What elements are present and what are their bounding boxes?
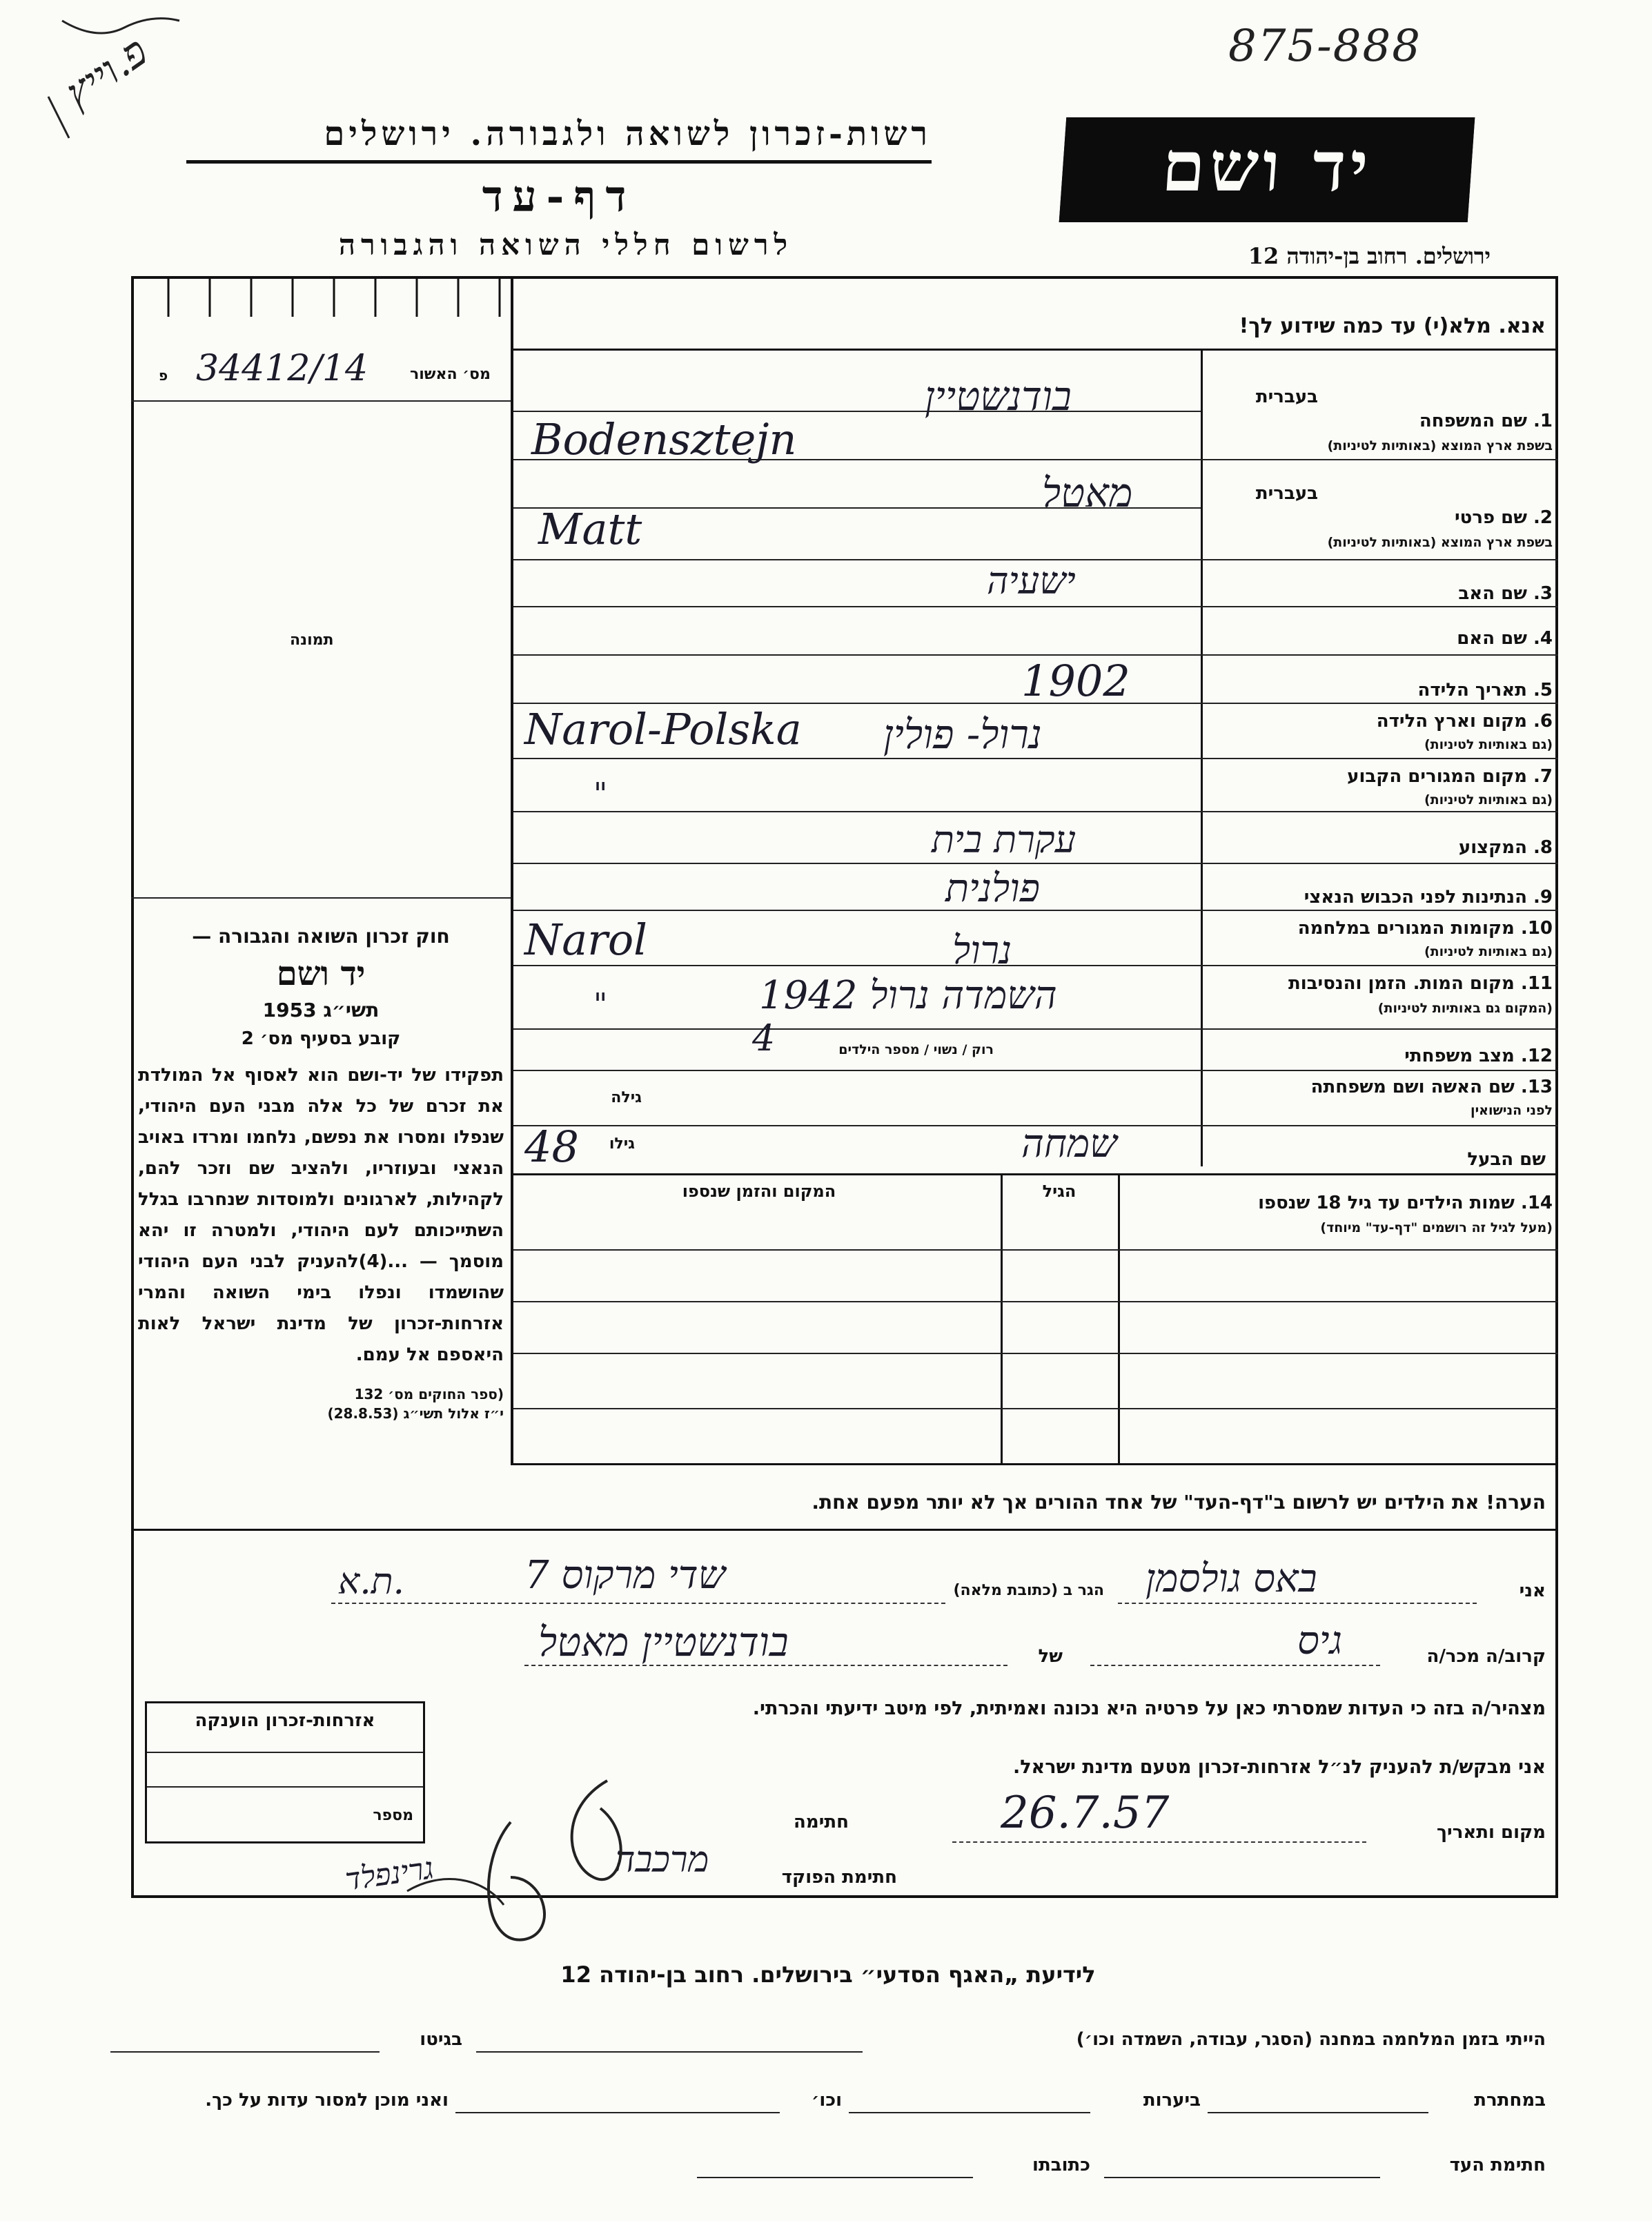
bottom-row2-a: במחתרת <box>1474 2090 1546 2111</box>
declaration-address-label: הגר ב (כתובת מלאה) <box>953 1582 1104 1599</box>
corner-annotation: פ.וייץ <box>56 27 157 118</box>
field-10-note: (גם באותיות לטיניות) <box>1424 944 1553 959</box>
field-2-value-latin: Matt <box>538 504 642 554</box>
field-7-text: מקום המגורים הקבוע <box>1347 766 1527 787</box>
field-10-text: מקומות המגורים במלחמה <box>1297 918 1515 939</box>
husband-label: שם הבעל <box>1467 1149 1546 1170</box>
field-2-num: 2. <box>1533 507 1553 528</box>
children-row-4 <box>513 1408 1558 1409</box>
children-table-top <box>511 1173 1558 1175</box>
signature-label: חתימה <box>794 1812 849 1832</box>
husband-age-value: 48 <box>524 1122 579 1172</box>
children-note: (מעל לגיל זה רושמים "דף-עד" מיוחד) <box>1320 1220 1553 1235</box>
field-2-text: שם פרטי <box>1455 507 1527 528</box>
note-bottom-rule <box>131 1529 1558 1531</box>
declarant-address: שדי מרקוס 7 <box>524 1553 726 1598</box>
place-date-label: מקום ותאריך <box>1437 1822 1546 1843</box>
field-7-label <box>1215 766 1553 787</box>
photo-label: תמונה <box>290 632 334 649</box>
field-6-value-hebrew: נרול- פולין <box>883 711 1042 758</box>
children-row-1 <box>513 1249 1558 1251</box>
field-10-value-hebrew: נרול <box>952 928 1012 973</box>
law-year: תשי״ג 1953 <box>262 999 380 1021</box>
field-11-label <box>1215 973 1553 994</box>
rule-8 <box>513 863 1558 864</box>
note-top-rule <box>511 1463 1558 1465</box>
logo-text: יד ושם <box>1159 126 1375 207</box>
corner-scribble <box>41 14 193 152</box>
registration-box <box>134 279 511 396</box>
citizenship-title: אזרחות-זכרון הוענקה <box>195 1710 375 1731</box>
field-11-num: 11. <box>1520 973 1553 994</box>
citizenship-rule-1 <box>147 1752 423 1753</box>
field-5-label <box>1215 680 1553 701</box>
husband-age-label: גילו <box>609 1135 635 1153</box>
field-2-value-hebrew: מאטל <box>1042 469 1133 516</box>
field-9-text: הנתינות לפני הכבוש הנאצי <box>1304 887 1527 908</box>
field-1-label <box>1215 411 1553 431</box>
field-6-note: (גם באותיות לטיניות) <box>1424 737 1553 752</box>
bottom-row1-line-a <box>476 2051 863 2053</box>
bottom-row3-line-a <box>1104 2177 1380 2178</box>
photo-bottom-rule <box>131 897 511 899</box>
law-body: תפקידו של יד-ושם הוא לאסוף אל המולדת את זכרם של כל אלה מבני העם היהודי, שנפלו ומסרו את נפשם, נלחמו ומרדו באויב הנאצי ובעוזריו, ולהציב שם וזכר להם, לקהילות, לארגונים ולמוסדות שנחרבו בגלל השתייכותם לעם היהודי, ולמטרה זו יהא מוסמך — ...(4)להעניק לבני העם היהודי שהושמדו ונפלו בימי השואה והמרי אזרחות-זכרון של מדינת ישראל לאות היאספם אל עמם. <box>138 1065 504 1365</box>
relation-underline <box>1090 1665 1380 1666</box>
children-row-3 <box>513 1353 1558 1354</box>
field-3-label <box>1215 583 1553 604</box>
field-4-text: שם האם <box>1457 628 1527 649</box>
field-9-value: פולנית <box>945 866 1040 911</box>
relation-of-label: של <box>1038 1646 1063 1667</box>
relation-name-underline <box>524 1665 1007 1666</box>
registration-underline <box>131 400 511 402</box>
field-4-label <box>1215 628 1553 649</box>
date-underline <box>952 1841 1366 1843</box>
rule-1a <box>513 411 1201 412</box>
bottom-row3-b: כתובתו <box>1032 2155 1090 2175</box>
field-7-num: 7. <box>1533 766 1553 787</box>
rule-12 <box>513 1070 1558 1071</box>
children-col-1 <box>1001 1173 1003 1463</box>
instructions-rule <box>511 349 1558 351</box>
field-8-num: 8. <box>1533 837 1553 858</box>
field-11-note: (המקום גם באותיות לטיניות) <box>1377 1001 1553 1016</box>
date-value: 26.7.57 <box>1001 1788 1170 1839</box>
law-title: חוק זכרון השואה והגבורה — <box>192 925 450 948</box>
form-title: דף-עד <box>482 171 636 222</box>
bottom-row2-line-c <box>455 2112 780 2113</box>
bottom-row2-b: ביערות <box>1143 2090 1201 2111</box>
law-name: יד ושם <box>276 955 366 993</box>
field-8-label <box>1215 837 1553 858</box>
children-num: 14. <box>1520 1193 1553 1213</box>
children-col-age: הגיל <box>1042 1182 1076 1201</box>
note-line: הערה! את הילדים יש לרשום ב"דף-העד" של אחד ההורים אך לא יותר מפעם אחת. <box>812 1491 1546 1514</box>
rule-7 <box>513 811 1558 812</box>
relation-label: קרוב/ה מכר/ה <box>1426 1646 1546 1667</box>
field-1-num: 1. <box>1533 411 1553 431</box>
bottom-title: לידיעת „האגף הסדעי״ בירושלים. רחוב בן-יהודה 12 <box>560 1961 1096 1988</box>
field-5-num: 5. <box>1533 680 1553 701</box>
field-12-num: 12. <box>1520 1046 1553 1066</box>
relation-name: בודנשטיין מאטל <box>538 1618 789 1665</box>
field-10-value-latin: Narol <box>524 914 648 965</box>
official-label: חתימת הפוקד <box>781 1867 897 1888</box>
bottom-row1-a: הייתי בזמן המלחמה במחנה (הסגר, עבודה, השמדה וכו׳) <box>1076 2029 1546 2050</box>
field-11-value: השמדה נרול 1942 <box>759 973 1057 1018</box>
declaration-request: אני מבקש/ת להעניק לנ״ל אזרחות-זכרון מטעם מדינת ישראל. <box>1012 1757 1546 1778</box>
rule-6 <box>513 758 1558 759</box>
tick-marks <box>134 279 511 320</box>
field-9-label <box>1215 887 1553 908</box>
declarant-city: ת.א. <box>338 1561 404 1603</box>
husband-name-value: שמחה <box>1021 1122 1117 1166</box>
field-3-value: ישעיה <box>987 559 1076 603</box>
children-text: שמות הילדים עד גיל 18 שנספו <box>1258 1193 1515 1213</box>
children-label <box>1125 1193 1553 1213</box>
law-box <box>138 925 504 1422</box>
bottom-row2-line-b <box>849 2112 1090 2113</box>
field-13-label <box>1215 1077 1553 1097</box>
header-rule <box>186 160 932 164</box>
form-subtitle: לרשום חללי השואה והגבורה <box>338 228 794 262</box>
field-6-num: 6. <box>1533 711 1553 732</box>
field-2-label <box>1215 507 1553 528</box>
bottom-row2-line-a <box>1208 2112 1428 2113</box>
registration-label: מס׳ האשור <box>410 366 491 383</box>
field-1-hebrew-tag: בעברית <box>1255 387 1318 407</box>
field-3-text: שם האב <box>1458 583 1527 604</box>
field-13-text: שם האשה ושם משפחתה <box>1310 1077 1515 1097</box>
rule-3 <box>513 606 1558 607</box>
citizenship-rule-2 <box>147 1786 423 1788</box>
field-7-value: " <box>593 776 608 812</box>
citizenship-number-label: מספר <box>373 1807 413 1824</box>
bottom-row2-c: וכו׳ <box>811 2090 842 2111</box>
field-12-value: 4 <box>752 1018 776 1059</box>
field-12-sub-label: רוק / נשוי / מספר הילדים <box>838 1042 994 1057</box>
bottom-row1-b: בגיטו <box>420 2029 462 2050</box>
citizenship-box <box>145 1701 425 1843</box>
registration-prefix: פ <box>159 367 168 384</box>
law-clause: קובע בסעיף מס׳ 2 <box>241 1028 401 1049</box>
field-9-num: 9. <box>1533 887 1553 908</box>
field-12-label <box>1215 1046 1553 1066</box>
field-6-value-latin: Narol-Polska <box>524 704 802 754</box>
declarant-underline <box>1118 1603 1477 1604</box>
field-13-num: 13. <box>1520 1077 1553 1097</box>
field-6-label <box>1215 711 1553 732</box>
field-1-text: שם המשפחה <box>1419 411 1527 431</box>
declaration-i-label: אני <box>1519 1581 1546 1601</box>
field-10-num: 10. <box>1520 918 1553 939</box>
law-source-2: י״ז אלול תשי״ג (28.8.53) <box>327 1405 504 1422</box>
field-1-note: בשפת ארץ המוצא (באותיות לטיניות) <box>1327 438 1553 453</box>
children-col-2 <box>1118 1173 1120 1463</box>
field-5-value: 1902 <box>1021 656 1130 706</box>
bottom-row3-a: חתימת העד <box>1449 2155 1546 2175</box>
left-column-divider <box>511 276 513 1463</box>
field-4-num: 4. <box>1533 628 1553 649</box>
field-12-text: מצב משפחתי <box>1404 1046 1515 1066</box>
registration-value: 34412/14 <box>196 348 368 389</box>
relation-value: גיס <box>1297 1618 1343 1663</box>
yad-vashem-logo <box>1059 117 1475 222</box>
rule-10 <box>513 965 1558 966</box>
field-11-value-extra: " <box>593 987 608 1022</box>
field-3-num: 3. <box>1533 583 1553 604</box>
field-2-note: בשפת ארץ המוצא (באותיות לטיניות) <box>1327 535 1553 550</box>
declaration-statement: מצהיר/ה בזה כי העדות שמסרתי כאן על פרטיה היא נכונה ואמיתית, לפי מיטב ידיעתי והכרתי. <box>752 1698 1546 1719</box>
address: ירושלים. רחוב בן-יהודה 12 <box>1248 243 1491 269</box>
field-8-value: עקרת בית <box>932 818 1076 861</box>
official-signature: מרכבה <box>614 1839 709 1881</box>
field-7-note: (גם באותיות לטיניות) <box>1424 792 1553 808</box>
field-8-text: המקצוע <box>1458 837 1527 858</box>
children-row-2 <box>513 1301 1558 1302</box>
field-13-age-label: גילה <box>611 1089 642 1106</box>
rule-11 <box>513 1028 1558 1030</box>
declarant-address-underline <box>331 1603 945 1604</box>
instructions: אנא. מלא(י) עד כמה שידוע לך! <box>1239 314 1546 338</box>
bottom-row2-d: ואני מוכן למסור עדות על כך. <box>205 2090 449 2111</box>
field-13-note: לפני הנישואין <box>1471 1103 1553 1118</box>
declarant-name: באס גולסמן <box>1145 1556 1317 1601</box>
bottom-row1-line-b <box>110 2051 380 2053</box>
field-10-label <box>1215 918 1553 939</box>
field-2-hebrew-tag: בעברית <box>1255 483 1318 504</box>
field-5-text: תאריך הלידה <box>1417 680 1527 701</box>
witness-signature: גרינפלד <box>343 1850 436 1898</box>
field-11-text: מקום המות. הזמן והנסיבות <box>1288 973 1515 994</box>
law-source-1: (ספר החוקים מס׳ 132 <box>354 1386 504 1402</box>
children-col-place: המקום והזמן שנספו <box>682 1182 836 1201</box>
bottom-row3-line-b <box>697 2177 973 2178</box>
field-1-value-latin: Bodensztejn <box>531 414 797 464</box>
field-1-value-hebrew: בודנשטיין <box>925 373 1072 420</box>
archive-number: 875-888 <box>1228 21 1422 72</box>
field-6-text: מקום וארץ הלידה <box>1376 711 1527 732</box>
signature-scribble <box>386 1767 718 1988</box>
authority-name: רשות-זכרון לשואה ולגבורה. ירושלים <box>324 115 932 153</box>
